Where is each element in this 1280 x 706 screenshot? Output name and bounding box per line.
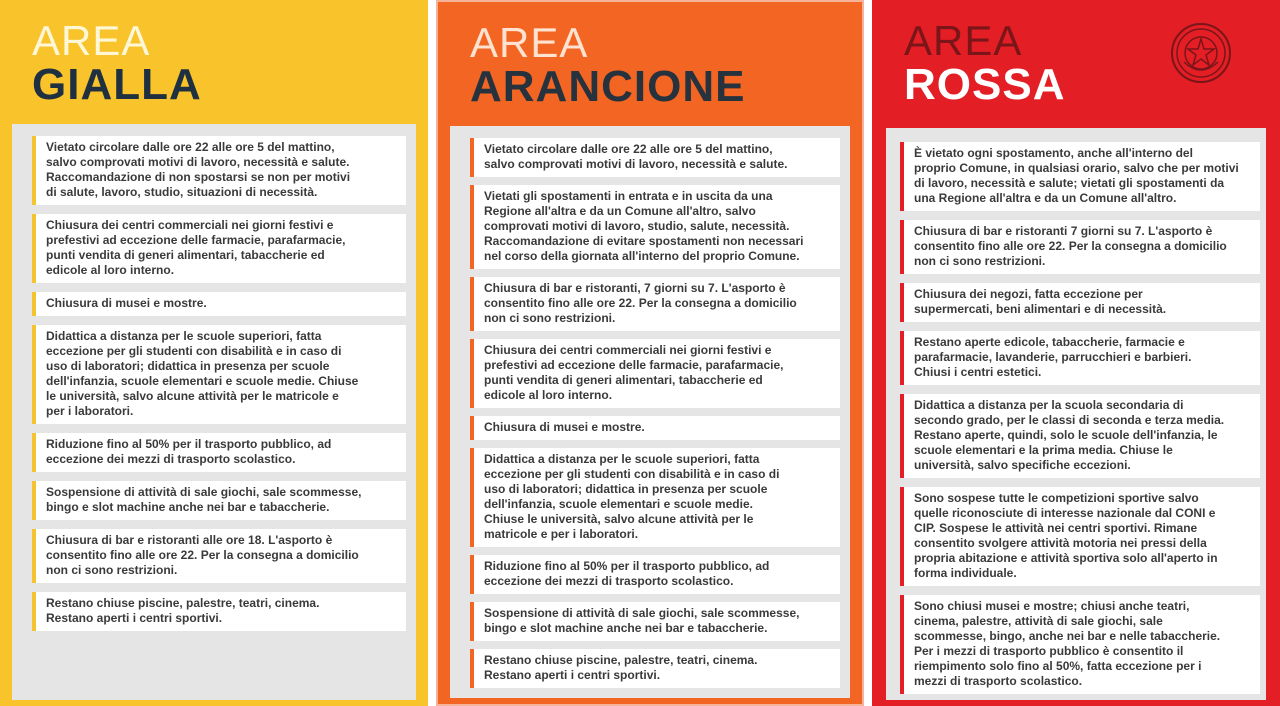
area-rossa-column	[872, 0, 1280, 706]
arancione-rule-card: Restano chiuse piscine, palestre, teatri, cinema. Restano aperti i centri sportivi.	[470, 649, 840, 688]
gialla-rule-card: Restano chiuse piscine, palestre, teatri, cinema. Restano aperti i centri sportivi.	[32, 592, 406, 631]
rossa-rule-card: Sono chiusi musei e mostre; chiusi anche teatri, cinema, palestre, attività di sale giochi, sale scommesse, bingo, anche nei bar e nelle tabaccherie. Per i mezzi di trasporto pubblico è consentito il riempimento solo fino al 50%, fatta eccezione per i mezzi di trasporto scolastico.	[900, 595, 1260, 694]
arancione-rule-card: Didattica a distanza per le scuole superiori, fatta eccezione per gli studenti con disabilità e in caso di uso di laboratori; didattica in presenza per scuole dell'infanzia, scuole elementari e scuole medie. Chiuse le università, salvo alcune attività per le matricole e per i laboratori.	[470, 448, 840, 547]
area-arancione-column	[436, 0, 864, 706]
area-gialla-rules-panel	[12, 124, 416, 700]
area-gialla-title: GIALLA	[32, 60, 202, 109]
arancione-rule-card: Chiusura di musei e mostre.	[470, 416, 840, 440]
arancione-rule-card: Vietato circolare dalle ore 22 alle ore 5 del mattino, salvo comprovati motivi di lavoro, necessità e salute.	[470, 138, 840, 177]
area-arancione-rules-panel	[450, 126, 850, 698]
rossa-rule-card: È vietato ogni spostamento, anche all'interno del proprio Comune, in qualsiasi orario, salvo che per motivi di lavoro, necessità e salute; vietati gli spostamenti da una Regione all'altra e da un Comune all'altro.	[900, 142, 1260, 211]
rossa-rule-card: Chiusura di bar e ristoranti 7 giorni su 7. L'asporto è consentito fino alle ore 22. Per la consegna a domicilio non ci sono restrizioni.	[900, 220, 1260, 274]
gialla-rule-card: Sospensione di attività di sale giochi, sale scommesse, bingo e slot machine anche nei bar e tabaccherie.	[32, 481, 406, 520]
area-rossa-word: AREA	[904, 17, 1023, 64]
arancione-rule-card: Sospensione di attività di sale giochi, sale scommesse, bingo e slot machine anche nei bar e tabaccherie.	[470, 602, 840, 641]
rossa-rule-card: Sono sospese tutte le competizioni sportive salvo quelle riconosciute di interesse nazionale dal CONI e CIP. Sospese le attività nei centri sportivi. Rimane consentito svolgere attività motoria nei pressi della propria abitazione e attività sportiva solo all'aperto in forma individuale.	[900, 487, 1260, 586]
area-gialla-word: AREA	[32, 17, 151, 64]
gialla-rule-card: Riduzione fino al 50% per il trasporto pubblico, ad eccezione dei mezzi di trasporto scolastico.	[32, 433, 406, 472]
area-gialla-column	[0, 0, 428, 706]
gialla-rule-card: Didattica a distanza per le scuole superiori, fatta eccezione per gli studenti con disabilità e in caso di uso di laboratori; didattica in presenza per scuole dell'infanzia, scuole elementari e scuole medie. Chiuse le università, salvo alcune attività per le matricole e per i laboratori.	[32, 325, 406, 424]
rossa-rule-card: Chiusura dei negozi, fatta eccezione per supermercati, beni alimentari e di necessità.	[900, 283, 1260, 322]
rossa-rule-card: Didattica a distanza per la scuola secondaria di secondo grado, per le classi di seconda e terza media. Restano aperte, quindi, solo le scuole dell'infanzia, le scuole elementari e la prima media. Chiuse le università, salvo specifiche eccezioni.	[900, 394, 1260, 478]
gialla-rule-card: Vietato circolare dalle ore 22 alle ore 5 del mattino, salvo comprovati motivi di lavoro, necessità e salute. Raccomandazione di non spostarsi se non per motivi di salute, lavoro, studio, situazioni di necessità.	[32, 136, 406, 205]
rossa-rule-card: Restano aperte edicole, tabaccherie, farmacie e parafarmacie, lavanderie, parrucchieri e barbieri. Chiusi i centri estetici.	[900, 331, 1260, 385]
arancione-rule-card: Riduzione fino al 50% per il trasporto pubblico, ad eccezione dei mezzi di trasporto scolastico.	[470, 555, 840, 594]
arancione-rule-card: Vietati gli spostamenti in entrata e in uscita da una Regione all'altra e da un Comune all'altro, salvo comprovati motivi di lavoro, studio, salute, necessità. Raccomandazione di evitare spostamenti non necessari nel corso della giornata all'interno del proprio Comune.	[470, 185, 840, 269]
arancione-rule-card: Chiusura dei centri commerciali nei giorni festivi e prefestivi ad eccezione delle farmacie, parafarmacie, punti vendita di generi alimentari, tabaccherie ed edicole al loro interno.	[470, 339, 840, 408]
gialla-rule-card: Chiusura di musei e mostre.	[32, 292, 406, 316]
area-rossa-title: ROSSA	[904, 60, 1066, 109]
italian-republic-emblem-icon	[1170, 22, 1232, 84]
area-arancione-word: AREA	[470, 19, 589, 66]
gialla-rule-card: Chiusura dei centri commerciali nei giorni festivi e prefestivi ad eccezione delle farmacie, parafarmacie, punti vendita di generi alimentari, tabaccherie ed edicole al loro interno.	[32, 214, 406, 283]
gialla-rule-card: Chiusura di bar e ristoranti alle ore 18. L'asporto è consentito fino alle ore 22. Per la consegna a domicilio non ci sono restrizioni.	[32, 529, 406, 583]
area-arancione-title: ARANCIONE	[470, 62, 746, 111]
arancione-rule-card: Chiusura di bar e ristoranti, 7 giorni su 7. L'asporto è consentito fino alle ore 22. Per la consegna a domicilio non ci sono restrizioni.	[470, 277, 840, 331]
area-rossa-rules-panel	[886, 128, 1266, 700]
